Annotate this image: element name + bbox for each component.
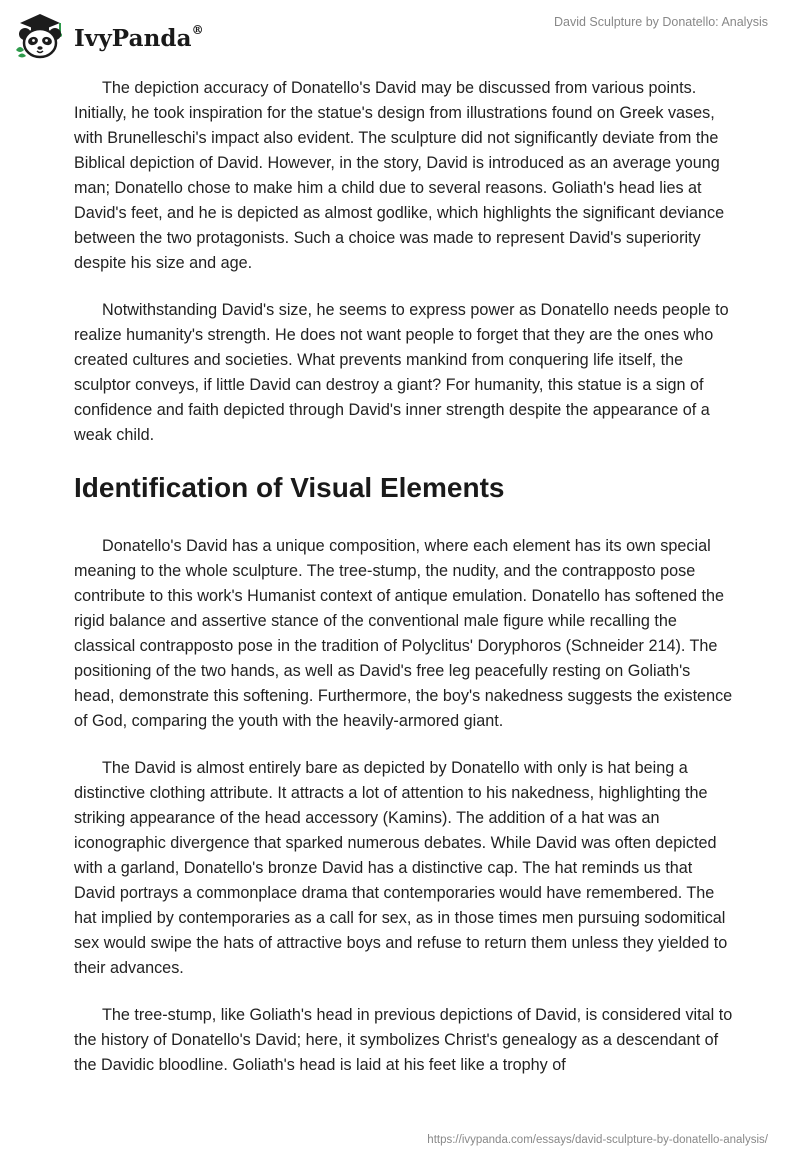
brand-logo[interactable] [14, 10, 204, 60]
paragraph: The depiction accuracy of Donatello's David may be discussed from various points. Initially, he took inspiration for the statue's design from illustrations found on Greek vases, with Brunelleschi's impact also evident. The sculpture did not significantly deviate from the Biblical depiction of David. However, in the story, David is introduced as an average young man; Donatello chose to make him a child due to several reasons. Goliath's head lies at David's feet, and he is depicted as almost godlike, which highlights the significant deviance between the two protagonists. Such a choice was made to represent David's superiority despite his size and age. [74, 79, 725, 272]
paragraph: Notwithstanding David's size, he seems to express power as Donatello needs people to realize humanity's strength. He does not want people to forget that they are the ones who created cultures and societies. What prevents mankind from conquering life itself, the sculptor conveys, if little David can destroy a giant? For humanity, this statue is a sign of confidence and faith depicted through David's inner strength despite the appearance of a weak child. [74, 301, 729, 444]
document-title: David Sculpture by Donatello: Analysis [553, 15, 768, 29]
essay-content [74, 76, 734, 1100]
page-header [0, 0, 800, 72]
paragraph: Donatello's David has a unique composition, where each element has its own special meaning to the whole sculpture. The tree-stump, the nudity, and the contrapposto pose contribute to this work's Humanist context of antique emulation. Donatello has softened the rigid balance and assertive stance of the conventional male figure while recalling the classical contrapposto pose in the tradition of Polyclitus' Doryphoros (Schneider 214). The positioning of the two hands, as well as David's free leg peacefully resting on Goliath's head, demonstrate this softening. Furthermore, the boy's nakedness suggests the existence of God, comparing the youth with the heavily-armored giant. [74, 537, 733, 730]
source-url[interactable]: https://ivypanda.com/essays/david-sculpture-by-donatello-analysis/ [427, 1134, 768, 1146]
section-heading: Identification of Visual Elements [74, 472, 505, 503]
panda-graduation-cap-icon [14, 10, 70, 60]
paragraph: The David is almost entirely bare as depicted by Donatello with only is hat being a distinctive clothing attribute. It attracts a lot of attention to his nakedness, highlighting the striking appearance of the head accessory (Kamins). The addition of a hat was an iconographic divergence that sparked numerous debates. While David was often depicted with a garland, Donatello's bronze David has a distinctive cap. The hat reminds us that David portrays a commonplace drama that contemporaries would have remembered. The hat implied by contemporaries as a call for sex, as in those times men pursuing sodomitical sex would swipe the hats of attractive boys and refuse to return them unless they yielded to their advances. [74, 759, 728, 977]
brand-name: IvyPanda® [74, 22, 204, 52]
paragraph: The tree-stump, like Goliath's head in previous depictions of David, is considered vital to the history of Donatello's David; here, it symbolizes Christ's genealogy as a descendant of the Davidic bloodline. Goliath's head is laid at his feet like a trophy of [74, 1006, 733, 1074]
